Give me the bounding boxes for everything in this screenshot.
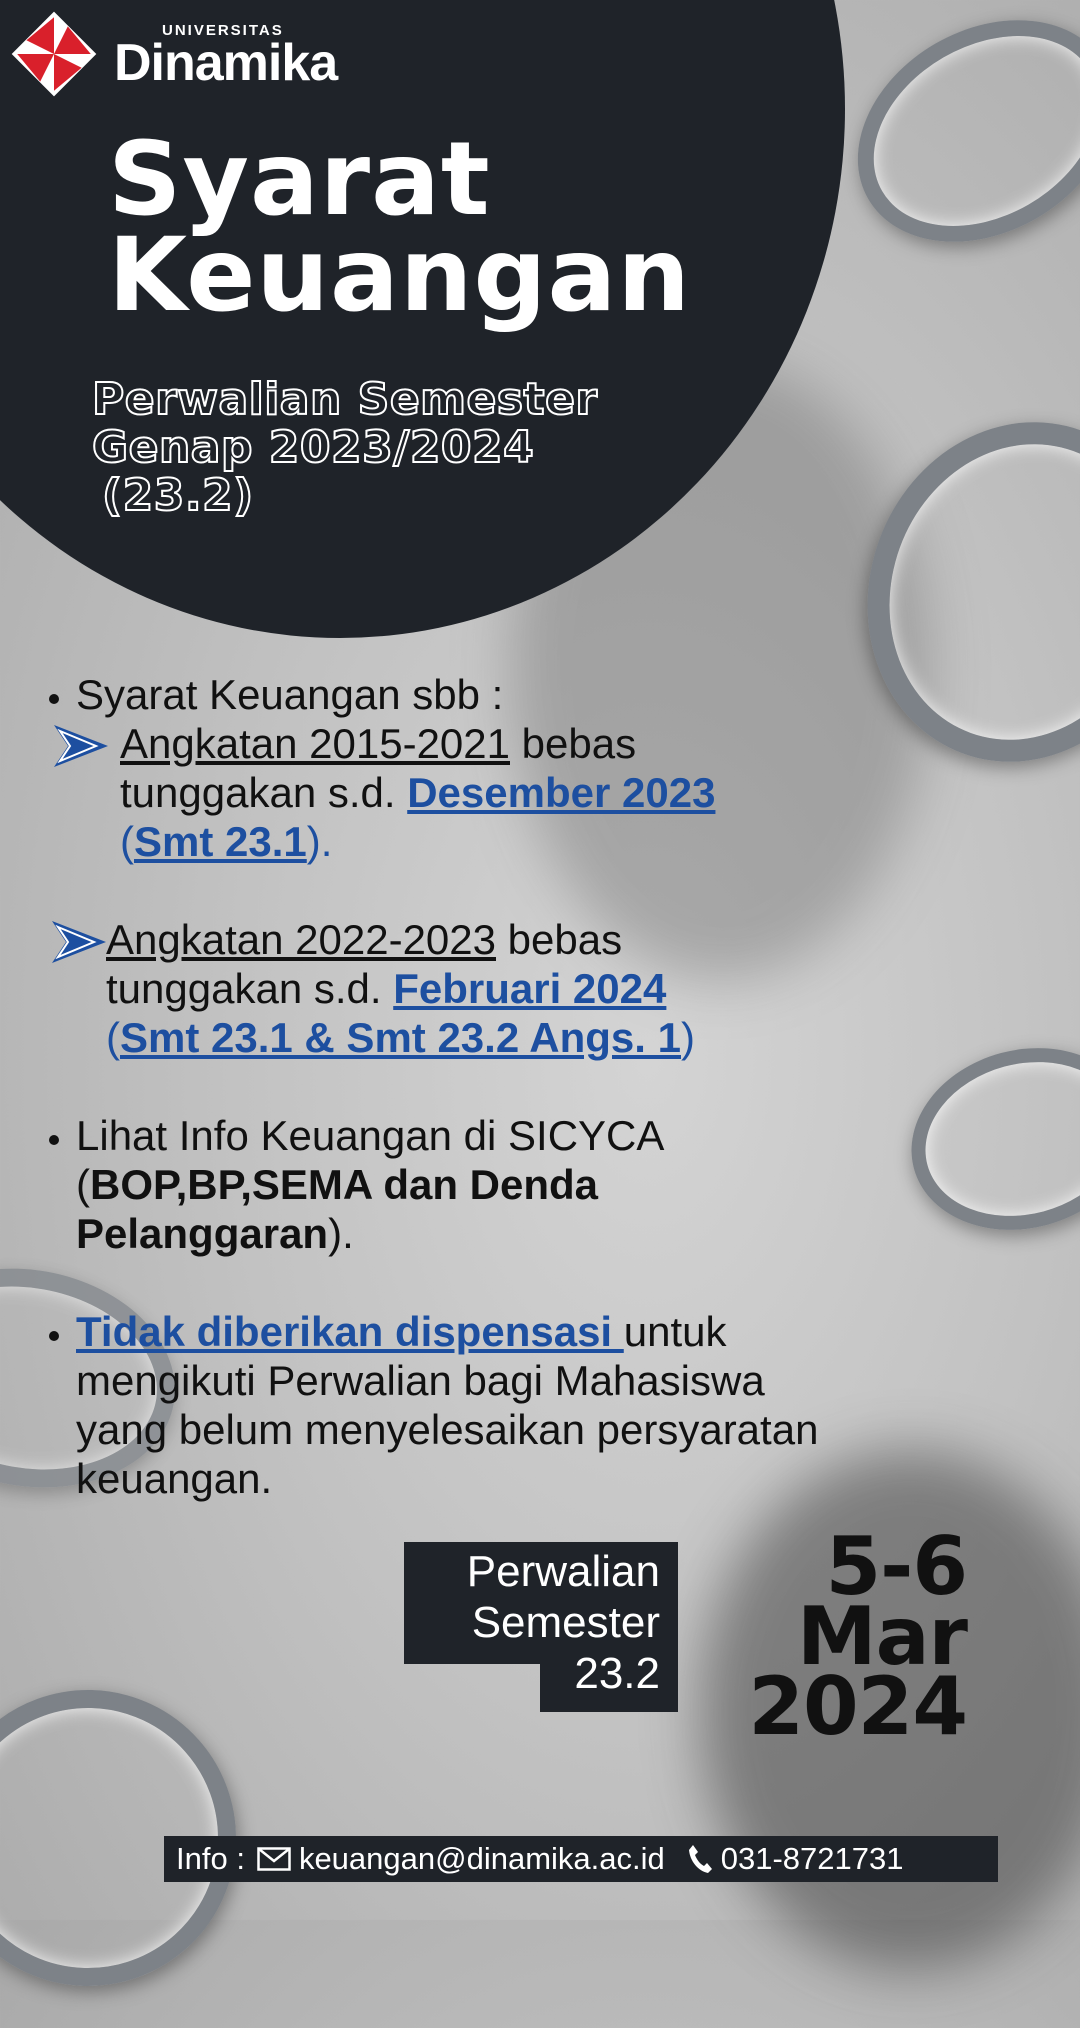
- university-logo: [8, 8, 337, 100]
- arrow-right-icon: [52, 921, 106, 963]
- contact-bar: [164, 1836, 998, 1882]
- deadline-link[interactable]: Februari 2024: [393, 965, 667, 1012]
- subtitle-line-3: (23.2): [102, 470, 254, 521]
- event-label: Perwalian Semester 23.2: [466, 1547, 660, 1698]
- deadline-link[interactable]: Desember 2023: [407, 769, 716, 816]
- list-item-info: Lihat Info Keuangan di SICYCA (BOP,BP,SEMA dan Denda Pelanggaran).: [44, 1111, 974, 1258]
- semester-link[interactable]: Smt 23.1: [134, 818, 307, 865]
- logo-university-label: UNIVERSITAS: [162, 21, 284, 39]
- contact-phone-link[interactable]: 031-8721731: [720, 1841, 904, 1876]
- contact-email-link[interactable]: keuangan@dinamika.ac.id: [298, 1841, 665, 1876]
- title-line-2: Keuangan: [108, 216, 691, 335]
- list-item-intro: Syarat Keuangan sbb :: [44, 670, 974, 719]
- page-title: [108, 120, 691, 335]
- list-item-cohort-2: Angkatan 2022-2023 bebas tunggakan s.d. Februari 2024 (Smt 23.1 & Smt 23.2 Angs. 1): [44, 915, 974, 1062]
- logo-name: Dinamika: [114, 33, 338, 92]
- arrow-right-icon: [54, 725, 108, 767]
- list-item-cohort-1: Angkatan 2015-2021 bebas tunggakan s.d. Desember 2023 (Smt 23.1).: [44, 719, 974, 866]
- event-date: 5-6 Mar 2024: [748, 1520, 967, 1753]
- subtitle-line-2: Genap 2023/2024: [92, 422, 535, 473]
- mail-icon: [257, 1847, 291, 1871]
- page-subtitle: [92, 376, 772, 520]
- phone-icon: [687, 1844, 713, 1874]
- chrome-ring-decoration: [818, 0, 1080, 286]
- requirements-list: [44, 670, 974, 1503]
- semester-link[interactable]: Smt 23.1 & Smt 23.2 Angs. 1: [120, 1014, 681, 1061]
- subtitle-line-1: Perwalian Semester: [92, 374, 598, 425]
- dinamika-logo-icon: [8, 8, 100, 100]
- list-item-notice: Tidak diberikan dispensasi untuk mengikuti Perwalian bagi Mahasiswa yang belum menyelesaikan persyaratan keuangan.: [44, 1307, 974, 1503]
- no-dispensation-link[interactable]: Tidak diberikan dispensasi: [76, 1308, 624, 1355]
- title-line-1: Syarat: [108, 120, 491, 239]
- contact-prefix: Info :: [176, 1841, 245, 1876]
